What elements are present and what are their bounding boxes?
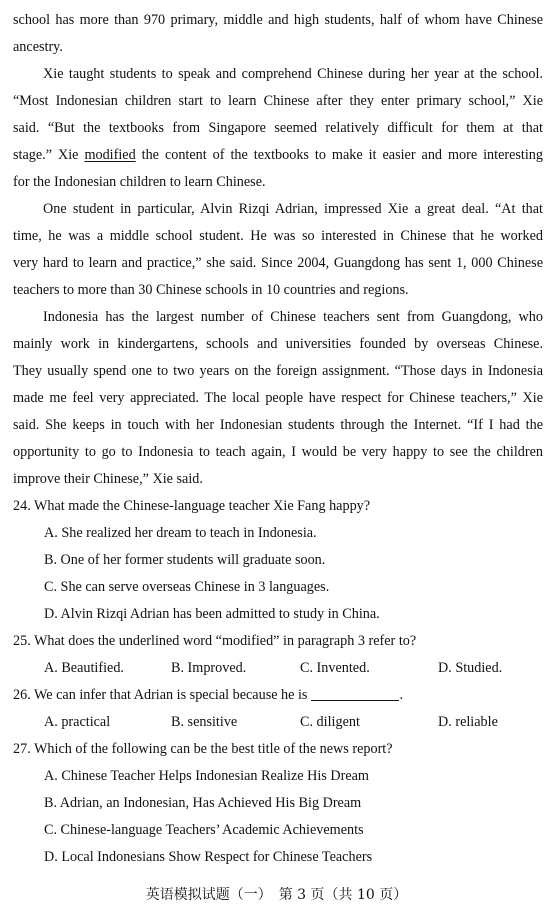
passage-line: teachers to more than 30 Chinese schools in 10 countries and regions. — [13, 282, 409, 298]
question-25-option-a: A. Beautified. — [44, 660, 124, 676]
question-27-option-a: A. Chinese Teacher Helps Indonesian Realize His Dream — [44, 768, 369, 784]
question-24-option-a: A. She realized her dream to teach in Indonesia. — [44, 525, 317, 541]
passage-line: They usually spend one to two years on the foreign assignment. “Those days in Indonesia — [13, 363, 543, 379]
question-24-option-b: B. One of her former students will graduate soon. — [44, 552, 326, 568]
question-26-stem-end: . — [399, 687, 404, 703]
passage-text: the content of the textbooks to make it easier and more interesting — [135, 147, 543, 163]
passage-line: time, he was a middle school student. He was so interested in Chinese that he worked — [13, 228, 543, 244]
passage-line: for the Indonesian children to learn Chinese. — [13, 174, 266, 190]
question-24-option-d: D. Alvin Rizqi Adrian has been admitted to study in China. — [44, 606, 380, 622]
exam-page — [13, 7, 543, 871]
question-26-option-a: A. practical — [44, 714, 111, 730]
passage-line: school has more than 970 primary, middle and high students, half of whom have Chinese — [13, 12, 543, 28]
passage-line: very hard to learn and practice,” she said. Since 2004, Guangdong has sent 1, 000 Chinese — [13, 255, 543, 271]
question-24-stem: 24. What made the Chinese-language teacher Xie Fang happy? — [13, 498, 371, 514]
question-25-options — [13, 655, 543, 682]
question-27-option-c: C. Chinese-language Teachers’ Academic Achievements — [44, 822, 364, 838]
passage-line: mainly work in kindergartens, schools and universities founded by overseas Chinese. — [13, 336, 543, 352]
answer-blank — [311, 686, 399, 701]
passage-line: made me feel very appreciated. The local people have respect for Chinese teachers,” Xie — [13, 390, 543, 406]
passage-line: Xie taught students to speak and comprehend Chinese during her year at the school. — [43, 66, 543, 82]
page-footer: 英语模拟试题（一） 第 3 页（共 10 页） — [145, 887, 408, 903]
passage-text: stage.” Xie — [13, 147, 85, 163]
question-27-option-b: B. Adrian, an Indonesian, Has Achieved His Big Dream — [44, 795, 362, 811]
question-26-stem-line — [13, 682, 543, 709]
question-26-option-b: B. sensitive — [171, 714, 238, 730]
question-27-option-d: D. Local Indonesians Show Respect for Chinese Teachers — [44, 849, 373, 865]
question-26-option-c: C. diligent — [300, 714, 360, 730]
question-26-options — [13, 709, 543, 736]
passage-line: Indonesia has the largest number of Chinese teachers sent from Guangdong, who — [43, 309, 543, 325]
passage-line: opportunity to go to Indonesia to teach again, I would be very happy to see the children — [13, 444, 543, 460]
passage-line: ancestry. — [13, 39, 63, 55]
question-27-stem: 27. Which of the following can be the best title of the news report? — [13, 741, 393, 757]
passage-line: “Most Indonesian children start to learn Chinese after they enter primary school,” Xie — [13, 93, 543, 109]
question-24-option-c: C. She can serve overseas Chinese in 3 languages. — [44, 579, 330, 595]
passage-line: said. “But the textbooks from Singapore seemed relatively difficult for them at that — [13, 120, 543, 136]
passage-line — [13, 142, 543, 169]
question-25-option-b: B. Improved. — [171, 660, 247, 676]
underlined-word: modified — [84, 147, 136, 163]
question-26-stem: 26. We can infer that Adrian is special because he is — [13, 687, 308, 703]
question-25-option-d: D. Studied. — [438, 660, 503, 676]
question-25-stem: 25. What does the underlined word “modified” in paragraph 3 refer to? — [13, 633, 417, 649]
passage-line: One student in particular, Alvin Rizqi Adrian, impressed Xie a great deal. “At that — [43, 201, 543, 217]
passage-line: improve their Chinese,” Xie said. — [13, 471, 203, 487]
question-25-option-c: C. Invented. — [300, 660, 370, 676]
passage-line: said. She keeps in touch with her Indonesian students through the Internet. “If I had the — [13, 417, 543, 433]
question-26-option-d: D. reliable — [438, 714, 498, 730]
